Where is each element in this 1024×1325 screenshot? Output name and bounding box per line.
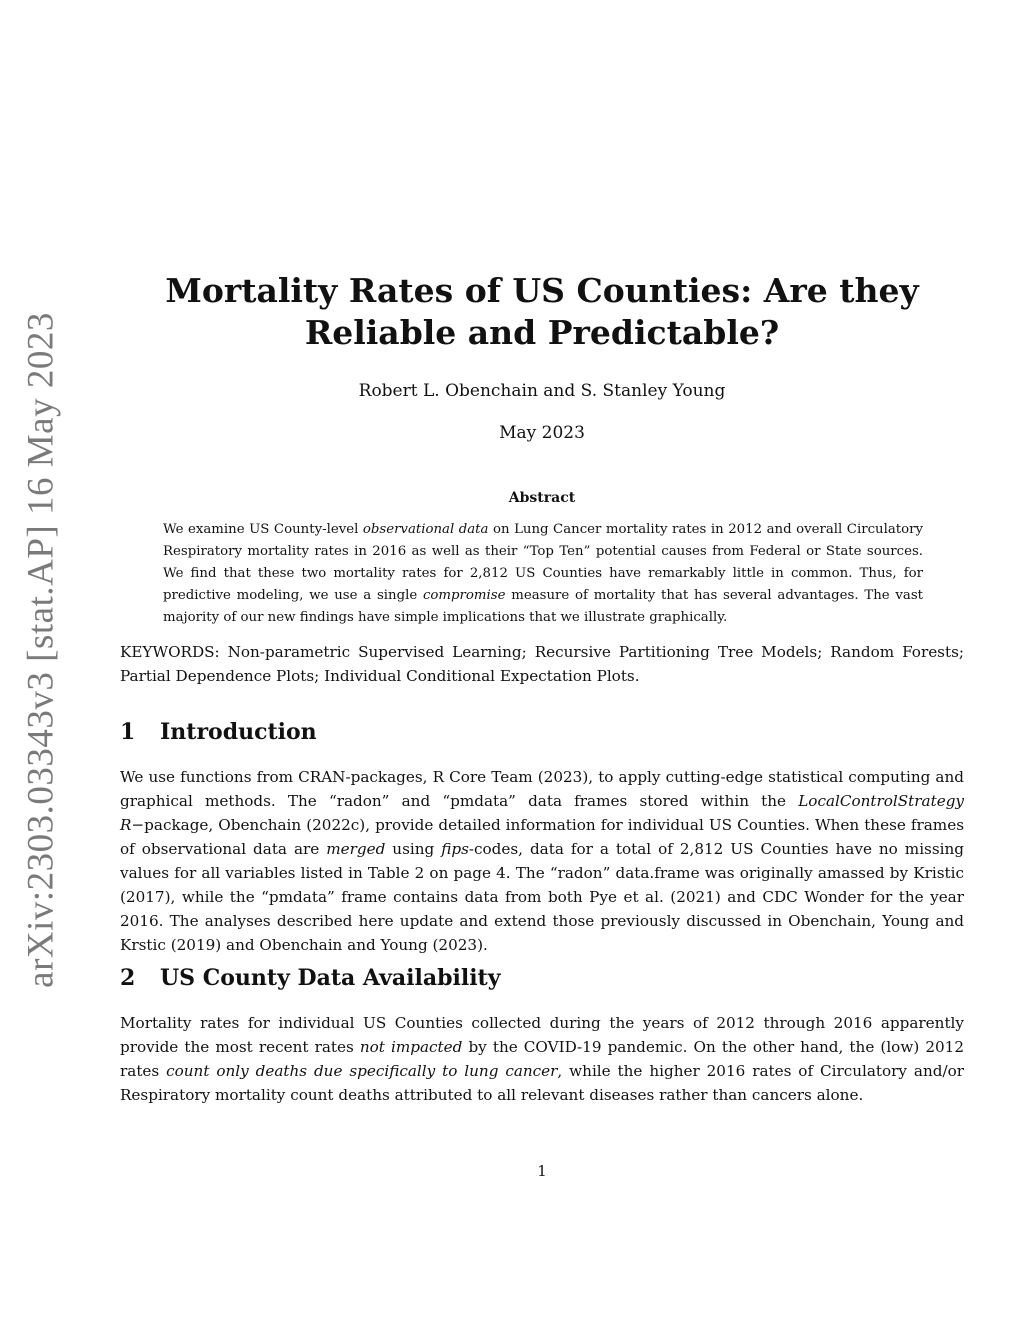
- publication-date: May 2023: [499, 423, 585, 443]
- section-number: 2: [120, 965, 136, 991]
- abstract-text-part: on Lung Cancer mortality rates in 2012 and overall Circulatory Respiratory mortality rates in 2016 as well as their “Top Ten” potential causes from Federal or State sources. We find that these two mortality rates for 2,812 US Counties have remarkably little in common. Thus, for predictive modeling, we use a single: [163, 522, 923, 603]
- paper-title: [120, 270, 964, 354]
- paragraph-text-part: , while the higher 2016 rates of Circulatory and/or Respiratory mortality count deaths attributed to all relevant diseases rather than cancers alone.: [120, 1062, 964, 1104]
- paragraph-emphasis: LocalControlStrategy R: [120, 792, 964, 834]
- title-line-1: Mortality Rates of US Counties: Are they: [165, 271, 919, 310]
- abstract-emphasis: compromise: [422, 588, 506, 603]
- section-heading-introduction: [120, 719, 317, 745]
- page-number: 1: [537, 1162, 547, 1180]
- section-title: US County Data Availability: [160, 965, 501, 991]
- paragraph-text-part: -codes, data for a total of 2,812 US Counties have no missing values for all variables listed in Table 2 on page 4. The “radon” data.frame was originally amassed by Kristic (2017), while the “pmdata” frame contains data from both Pye et al. (2021) and CDC Wonder for the year 2016. The analyses described here update and extend those previously discussed in Obenchain, Young and Krstic (2019) and Obenchain and Young (2023).: [120, 840, 965, 954]
- abstract-emphasis: observational data: [362, 522, 489, 537]
- section-heading-data-availability: [120, 965, 501, 991]
- paragraph-text-part: We use functions from CRAN-packages, R Core Team (2023), to apply cutting-edge statistical computing and graphical methods. The “radon” and “pmdata” data frames stored within the: [120, 768, 964, 810]
- paragraph-text-part: −package, Obenchain (2022c), provide detailed information for individual US Counties. When these frames of observational data are: [120, 816, 964, 858]
- data-availability-paragraph: [120, 1011, 964, 1107]
- keywords-paragraph: KEYWORDS: Non-parametric Supervised Learning; Recursive Partitioning Tree Models; Random Forests; Partial Dependence Plots; Individual Conditional Expectation Plots.: [120, 643, 964, 685]
- paragraph-text-part: by the COVID-19 pandemic. On the other hand, the (low) 2012 rates: [120, 1038, 964, 1080]
- paragraph-emphasis: not impacted: [359, 1038, 463, 1056]
- paragraph-emphasis: fips: [441, 840, 469, 858]
- arxiv-identifier-stamp: arXiv:2303.03343v3 [stat.AP] 16 May 2023: [20, 312, 62, 988]
- paragraph-text-part: using: [385, 840, 442, 858]
- section-number: 1: [120, 719, 136, 745]
- introduction-paragraph: [120, 765, 964, 957]
- paragraph-text-part: Mortality rates for individual US Counties collected during the years of 2012 through 2016 apparently provide the most recent rates: [120, 1014, 964, 1056]
- abstract-text-part: measure of mortality that has several advantages. The vast majority of our new findings have simple implications that we illustrate graphically.: [163, 588, 923, 625]
- title-line-2: Reliable and Predictable?: [304, 313, 780, 352]
- section-title: Introduction: [160, 719, 317, 745]
- abstract-text-part: We examine US County-level: [163, 522, 363, 537]
- abstract-heading: Abstract: [508, 490, 576, 506]
- paragraph-emphasis: count only deaths due specifically to lung cancer: [166, 1062, 558, 1080]
- abstract-text: [163, 519, 923, 629]
- author-list: Robert L. Obenchain and S. Stanley Young: [358, 381, 726, 401]
- paragraph-emphasis: merged: [326, 840, 386, 858]
